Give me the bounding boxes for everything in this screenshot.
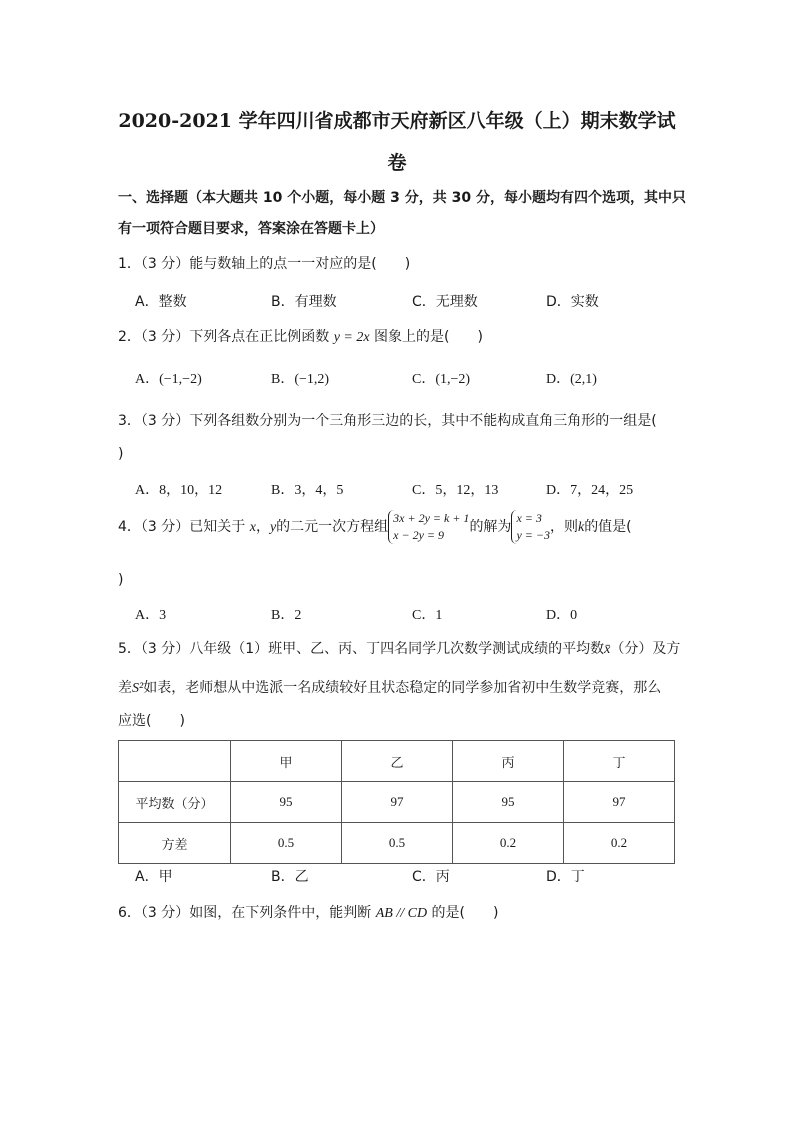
question-4-var-y: y <box>269 520 277 535</box>
equation-1: 3x + 2y = k + 1 <box>393 511 470 525</box>
question-1-stem: 1．（3 分）能与数轴上的点一一对应的是( ) <box>118 256 411 272</box>
question-2-options <box>135 368 695 388</box>
score-table <box>118 740 675 864</box>
question-6-stem-pre: 6．（3 分）如图，在下列条件中，能判断 <box>118 905 372 921</box>
table-cell: 0.5 <box>231 823 342 864</box>
question-4-var-x: x <box>249 520 256 535</box>
option-b: B．2 <box>271 608 302 623</box>
question-4-stem-mid3: ，则 <box>549 519 578 535</box>
option-a: A．8，10，12 <box>135 483 223 498</box>
question-5-options <box>135 866 695 886</box>
table-cell: 0.2 <box>453 823 564 864</box>
exam-title-line2: 卷 <box>387 152 407 174</box>
option-a: A．整数 <box>135 294 187 310</box>
table-header-cell: 乙 <box>342 741 453 782</box>
question-4-options <box>135 604 695 624</box>
question-4-sep: ， <box>255 519 270 535</box>
equation-system <box>388 510 469 544</box>
option-d: D．7，24，25 <box>546 483 634 498</box>
question-5-line2-pre: 差 <box>118 680 132 696</box>
table-cell: 97 <box>564 782 675 823</box>
question-5-line1-post: （分）及方 <box>610 641 681 657</box>
table-cell: 0.2 <box>564 823 675 864</box>
table-cell: 95 <box>231 782 342 823</box>
question-2-stem-pre: 2．（3 分）下列各点在正比例函数 <box>118 329 330 345</box>
question-6-stem-post: 的是( ) <box>431 905 499 921</box>
option-a: A．3 <box>135 608 167 623</box>
question-4-stem <box>118 510 632 544</box>
section-heading-line1: 一、选择题（本大题共 10 个小题，每小题 3 分，共 30 分，每小题均有四个选项，其中只 <box>118 190 686 206</box>
question-5-line2-post: 如表，老师想从中选派一名成绩较好且状态稳定的同学参加省初中生数学竞赛，那么 <box>143 680 662 696</box>
question-5-stem-line3: 应选( ) <box>118 713 185 729</box>
question-4-stem-post: 的值是( <box>584 519 632 535</box>
question-4-stem-mid1: 的二元一次方程组 <box>276 519 389 535</box>
question-5-stem-line1 <box>118 638 680 658</box>
question-3-stem-line2: ) <box>118 446 124 462</box>
option-b: B．(−1,2) <box>271 372 330 387</box>
equation-2: x − 2y = 9 <box>393 528 445 542</box>
option-b: B．有理数 <box>271 294 337 310</box>
option-a: A．(−1,−2) <box>135 372 202 387</box>
option-c: C．无理数 <box>412 294 478 310</box>
question-1-options <box>135 291 695 311</box>
question-3-stem-line1: 3．（3 分）下列各组数分别为一个三角形三边的长，其中不能构成直角三角形的一组是( <box>118 413 657 429</box>
option-d: D．实数 <box>546 294 599 310</box>
solution-system <box>511 510 550 544</box>
option-d: D．丁 <box>546 869 585 885</box>
table-row <box>119 782 675 823</box>
question-2-formula: y = 2x <box>333 330 370 345</box>
table-cell: 0.5 <box>342 823 453 864</box>
mean-symbol: x̄ <box>604 642 611 657</box>
exam-title-line1: 2020-2021 学年四川省成都市天府新区八年级（上）期末数学试 <box>118 110 676 132</box>
table-header-cell <box>119 741 231 782</box>
option-b: B．乙 <box>271 869 309 885</box>
section-heading-line2: 有一项符合题目要求，答案涂在答题卡上） <box>118 221 384 237</box>
option-c: C．1 <box>412 608 443 623</box>
question-5-line1-pre: 5．（3 分）八年级（1）班甲、乙、丙、丁四名同学几次数学测试成绩的平均数 <box>118 641 605 657</box>
solution-y: y = −3 <box>516 528 550 542</box>
table-header-cell: 甲 <box>231 741 342 782</box>
option-a: A．甲 <box>135 869 173 885</box>
table-cell: 95 <box>453 782 564 823</box>
question-4-stem-pre: 4．（3 分）已知关于 <box>118 519 246 535</box>
table-row-label: 平均数（分） <box>119 782 231 823</box>
table-row <box>119 823 675 864</box>
table-header-cell: 丙 <box>453 741 564 782</box>
option-c: C．丙 <box>412 869 450 885</box>
table-row-label: 方差 <box>119 823 231 864</box>
option-b: B．3，4，5 <box>271 483 344 498</box>
question-5-stem-line2 <box>118 677 661 697</box>
option-c: C．5，12，13 <box>412 483 499 498</box>
question-4-stem-line2: ) <box>118 572 124 588</box>
option-c: C．(1,−2) <box>412 372 471 387</box>
question-4-stem-mid2: 的解为 <box>469 519 512 535</box>
question-6-formula: AB // CD <box>375 906 428 921</box>
option-d: D．(2,1) <box>546 372 597 387</box>
question-6-stem <box>118 902 498 922</box>
option-d: D．0 <box>546 608 578 623</box>
question-3-options <box>135 479 695 499</box>
variance-symbol: S² <box>132 681 144 696</box>
solution-x: x = 3 <box>516 511 542 525</box>
question-4-var-k: k <box>577 520 585 535</box>
table-cell: 97 <box>342 782 453 823</box>
question-2-stem-post: 图象上的是( ) <box>374 329 483 345</box>
table-header-cell: 丁 <box>564 741 675 782</box>
table-header-row <box>119 741 675 782</box>
question-2-stem <box>118 326 483 346</box>
